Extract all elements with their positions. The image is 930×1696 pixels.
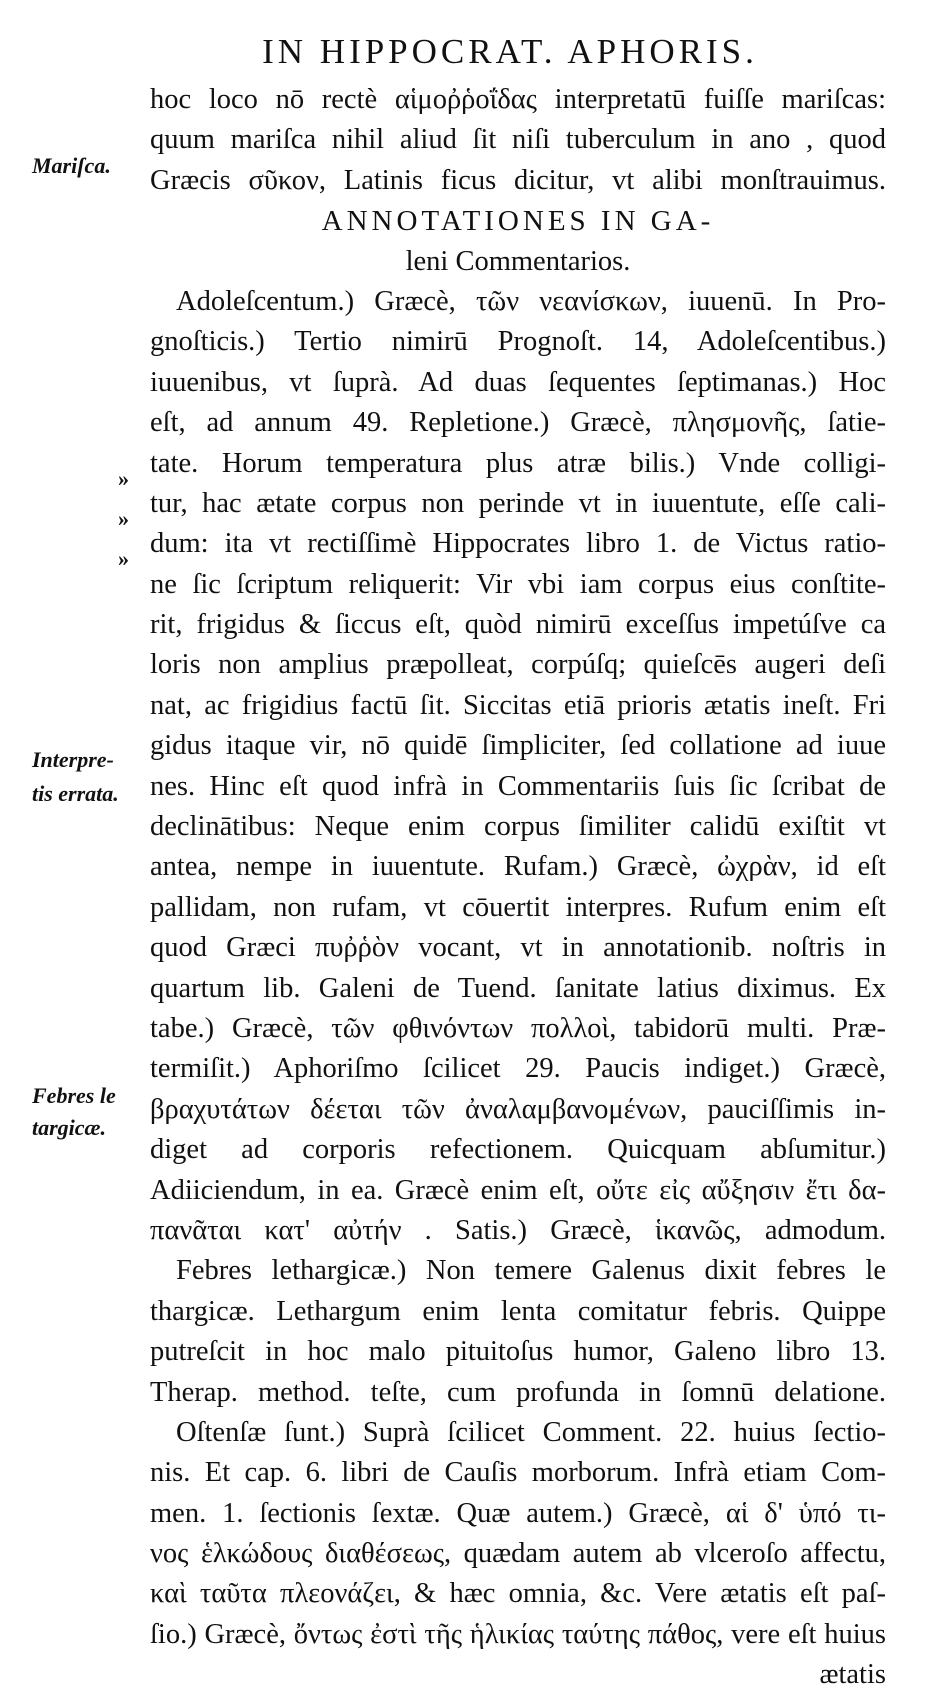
text-line: Græcis σῦκον, Latinis ficus dicitur, vt alibi monſtrauimus. (150, 164, 886, 196)
margin-note-interpres-2: tis errata. (32, 781, 119, 806)
text-line: tabe.) Græcè, τῶν φθινόντων πολλοὶ, tabidorū multi. Præ- (150, 1012, 886, 1044)
text-line: iuuenibus, vt ſuprà. Ad duas ſequentes ſeptimanas.) Hoc (150, 366, 886, 398)
margin-note-febres-2: targicæ. (32, 1115, 106, 1140)
text-line: tur, hac ætate corpus non perinde vt in iuuentute, eſſe cali- (150, 487, 886, 519)
quote-mark-1: » (118, 466, 129, 491)
section-heading-line-1: ANNOTATIONES IN GA- (321, 205, 715, 238)
text-line: antea, nempe in iuuentute. Rufam.) Græcè, ὠχρὰν, id eſt (150, 851, 886, 883)
text-line: Adoleſcentum.) Græcè, τῶν νεανίσκων, iuuenū. In Pro- (176, 285, 886, 317)
text-line: Therap. method. teſte, cum profunda in ſomnū delatione. (150, 1376, 886, 1408)
main-text (150, 80, 886, 1696)
text-line: loris non amplius præpolleat, corpúſq; quieſcēs augeri deſi (150, 649, 886, 681)
text-line: termiſit.) Aphoriſmo ſcilicet 29. Paucis indiget.) Græcè, (150, 1053, 886, 1085)
text-line: eſt, ad annum 49. Repletione.) Græcè, πλησμονῆς, ſatie- (150, 407, 886, 439)
catchword: ætatis (819, 1659, 886, 1691)
text-line: nis. Et cap. 6. libri de Cauſis morborum. Infrà etiam Com- (150, 1457, 886, 1489)
text-line: gidus itaque vir, nō quidē ſimpliciter, ſed collatione ad iuue (150, 730, 886, 762)
text-line: Adiiciendum, in ea. Græcè enim eſt, οὔτε εἰς αὔξησιν ἔτι δα- (150, 1174, 886, 1206)
text-line: rit, frigidus & ſiccus eſt, quòd nimirū exceſſus impetúſve ca (150, 609, 886, 641)
text-line: declinātibus: Neque enim corpus ſimiliter calidū exiſtit vt (150, 811, 886, 843)
running-head: IN HIPPOCRAT. APHORIS. (262, 32, 758, 71)
text-line: pallidam, non rufam, vt cōuertit interpres. Rufum enim eſt (150, 891, 886, 923)
text-line: thargicæ. Lethargum enim lenta comitatur febris. Quippe (150, 1295, 886, 1327)
text-line: nat, ac frigidius factū ſit. Siccitas etiā prioris ætatis ineſt. Fri (150, 689, 886, 721)
section-heading-line-2: leni Commentarios. (405, 245, 631, 277)
text-line: dum: ita vt rectiſſimè Hippocrates libro 1. de Victus ratio- (150, 528, 886, 560)
text-line: Oſtenſæ ſunt.) Suprà ſcilicet Comment. 22. huius ſectio- (176, 1416, 886, 1448)
text-line: πανᾶται κατ' αὐτήν . Satis.) Græcè, ἱκανῶς, admodum. (150, 1214, 886, 1246)
text-line: ſio.) Græcè, ὄντως ἐστὶ τῆς ἡλικίας ταύτης πάθος, vere eſt huius (150, 1618, 886, 1650)
margin-note-interpres-1: Interpre- (32, 747, 114, 772)
margin-note-febres-1: Febres le (32, 1083, 116, 1108)
quote-mark-3: » (118, 546, 129, 571)
text-line: nes. Hinc eſt quod infrà in Commentariis ſuis ſic ſcribat de (150, 770, 886, 802)
text-line: quod Græci πυῤῥὸν vocant, vt in annotationib. noſtris in (150, 932, 886, 964)
text-line: diget ad corporis refectionem. Quicquam abſumitur.) (150, 1134, 886, 1166)
text-line: νος ἑλκώδους διαθέσεως, quædam autem ab vlceroſo affectu, (150, 1538, 886, 1570)
text-line: quartum lib. Galeni de Tuend. ſanitate latius diximus. Ex (150, 972, 886, 1004)
text-line: tate. Horum temperatura plus atræ bilis.) Vnde colligi- (150, 447, 886, 479)
margin-note-mariska: Mariſca. (32, 153, 111, 178)
text-line: βραχυτάτων δέεται τῶν ἀναλαμβανομένων, pauciſſimis in- (150, 1093, 886, 1125)
text-line: ne ſic ſcriptum reliquerit: Vir vbi iam corpus eius conſtite- (150, 568, 886, 600)
text-line: quum mariſca nihil aliud ſit niſi tuberculum in ano , quod (150, 124, 886, 156)
text-line: hoc loco nō rectè αἱμοῤῥοΐδας interpretatū fuiſſe mariſcas: (150, 84, 886, 115)
text-line: Febres lethargicæ.) Non temere Galenus dixit febres le (176, 1255, 886, 1287)
text-line: men. 1. ſectionis ſextæ. Quæ autem.) Græcè, αἱ δ' ὑπό τι- (150, 1497, 886, 1529)
text-line: καὶ ταῦτα πλεονάζει, & hæc omnia, &c. Vere ætatis eſt paſ- (150, 1578, 886, 1610)
text-line: putreſcit in hoc malo pituitoſus humor, Galeno libro 13. (150, 1336, 886, 1368)
text-line: gnoſticis.) Tertio nimirū Prognoſt. 14, Adoleſcentibus.) (150, 326, 886, 358)
quote-mark-2: » (118, 506, 129, 531)
